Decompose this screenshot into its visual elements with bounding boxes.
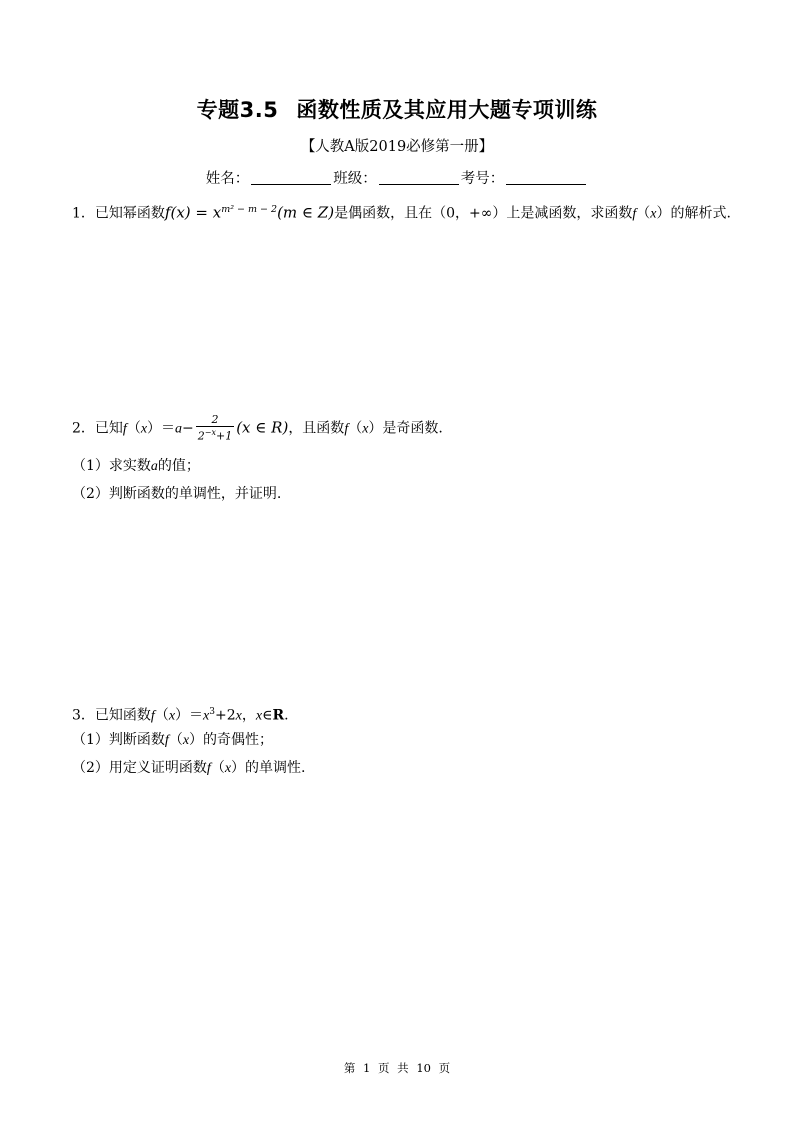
question-2-part-1: （1）求实数a的值； [72, 458, 200, 474]
question-3-part-2: （2）用定义证明函数f（x）的单调性. [72, 760, 306, 776]
q2-domain: (x ∈ R) [236, 418, 289, 437]
q1-function: f(x) = x [164, 203, 222, 222]
question-3-part-1: （1）判断函数f（x）的奇偶性； [72, 732, 274, 748]
name-label: 姓名： [205, 171, 250, 187]
page-subtitle: 【人教A版2019必修第一册】 [300, 139, 494, 155]
exam-no-blank[interactable] [506, 184, 586, 185]
q1-exponent: m² − m − 2 [221, 204, 278, 215]
question-2: 2．已知f（x）＝a− $\frac{2}{2^{-x}+1}$ (x ∈ R)，且函数f（x）是奇函数. [72, 413, 443, 443]
name-blank[interactable] [251, 184, 331, 185]
question-1: 1．已知幂函数$f(x) = x^{m^2 - m - 2}(m$ ∈ Z)是偶函数，且在（0，+∞）上是减函数，求函数f（x）的解析式. [72, 203, 731, 222]
title-topic-name: 函数性质及其应用大题专项训练 [296, 98, 598, 122]
question-3: 3．已知函数$f(x)=x^3+2x$，x∈R. [72, 707, 289, 724]
exam-no-label: 考号： [460, 171, 505, 187]
class-label: 班级： [333, 171, 377, 187]
student-info-line [0, 167, 794, 188]
page-title [0, 94, 794, 124]
q1-domain: (m ∈ Z) [277, 203, 335, 222]
title-topic-number: 专题3.5 [196, 98, 279, 122]
q2-fraction: $\frac{2}{2^{-x}+1}$ [197, 413, 233, 443]
page-footer: 第 1 页 共 10 页 [343, 1061, 451, 1075]
class-blank[interactable] [379, 184, 459, 185]
question-2-part-2: （2）判断函数的单调性，并证明. [72, 486, 282, 502]
